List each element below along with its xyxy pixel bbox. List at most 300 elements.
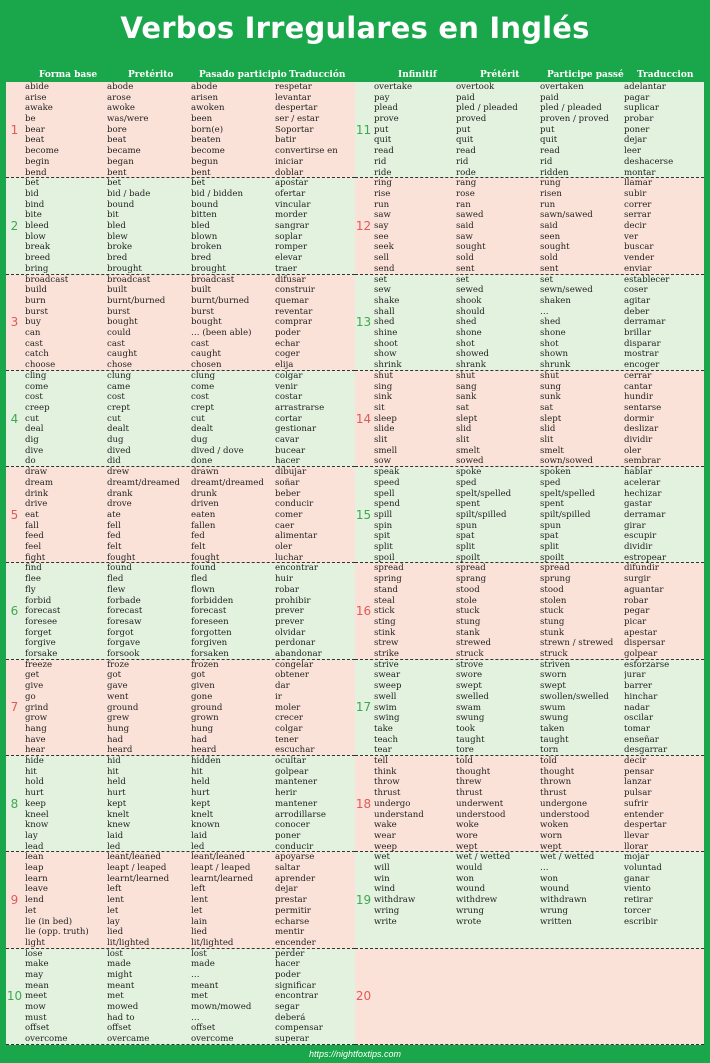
verb-translation: doblar xyxy=(275,167,304,178)
verb-row xyxy=(373,264,704,275)
verb-participle: swollen/swelled xyxy=(540,691,609,702)
verb-participle: come xyxy=(191,381,215,392)
verb-row xyxy=(373,895,704,906)
verb-participle: strewn / strewed xyxy=(540,638,614,649)
verb-translation: colgar xyxy=(275,723,303,734)
verb-participle: sewn/sewed xyxy=(540,285,593,296)
verb-translation: conducir xyxy=(275,841,314,852)
verb-row xyxy=(24,692,355,703)
verb-row xyxy=(373,146,704,157)
verb-past: froze xyxy=(107,659,130,670)
verb-translation: cortar xyxy=(275,413,302,424)
verb-translation: ocultar xyxy=(275,756,306,767)
verb-participle: … (been able) xyxy=(191,328,252,339)
verb-base: dream xyxy=(25,477,53,488)
verb-row xyxy=(24,799,355,810)
verb-base: cast xyxy=(25,338,43,349)
verb-row xyxy=(24,884,355,895)
verb-row xyxy=(373,521,704,532)
verb-participle: sung xyxy=(540,381,561,392)
verb-participle: smelt xyxy=(540,445,564,456)
verb-participle: drawn xyxy=(191,467,219,478)
verb-participle: abode xyxy=(191,82,218,92)
verb-translation: aguantar xyxy=(624,584,664,595)
verb-participle: bred xyxy=(191,253,212,264)
verb-translation: tener xyxy=(275,734,299,745)
verb-base: burn xyxy=(25,295,46,306)
verb-base: be xyxy=(25,114,36,125)
group-number: 6 xyxy=(10,604,19,619)
verb-translation: retirar xyxy=(624,895,653,906)
verb-participle: sunk xyxy=(540,392,561,403)
verb-translation: leer xyxy=(624,146,642,157)
verb-past: lost xyxy=(107,948,123,959)
verb-translation: jurar xyxy=(624,670,646,681)
verb-participle: spoken xyxy=(540,467,571,478)
group-number: 8 xyxy=(10,796,19,811)
verb-base: can xyxy=(25,328,41,339)
footer-url[interactable]: https://nightfoxtips.com xyxy=(308,1049,402,1059)
verb-row xyxy=(373,510,704,521)
verb-participle: cast xyxy=(191,338,209,349)
verb-participle: sought xyxy=(540,242,570,253)
verb-participle: left xyxy=(191,884,206,895)
verb-row xyxy=(373,745,704,756)
verb-past: tore xyxy=(456,745,474,756)
verb-row xyxy=(24,82,355,93)
verb-past: was/were xyxy=(107,114,149,125)
verb-past: ate xyxy=(107,509,121,520)
verb-translation: apostar xyxy=(275,178,308,189)
verb-past: underwent xyxy=(456,798,504,809)
verb-translation: echarse xyxy=(275,916,310,927)
verb-participle: arisen xyxy=(191,92,219,103)
verb-base: make xyxy=(25,959,49,970)
verb-base: rid xyxy=(374,156,387,167)
group-rows xyxy=(373,371,704,467)
verb-participle: lain xyxy=(191,916,208,927)
verb-translation: subir xyxy=(624,188,647,199)
verb-group xyxy=(355,371,704,467)
verb-base: do xyxy=(25,456,36,467)
verb-translation: correr xyxy=(624,199,652,210)
verb-row xyxy=(373,221,704,232)
verb-base: will xyxy=(374,863,390,874)
verb-base: set xyxy=(374,274,387,285)
verb-base: stink xyxy=(374,627,396,638)
verb-past: swore xyxy=(456,670,483,681)
verb-translation: colgar xyxy=(275,370,303,381)
verb-row xyxy=(373,606,704,617)
verb-past: leapt / leaped xyxy=(107,863,167,874)
verb-base: give xyxy=(25,681,44,692)
verb-participle: fed xyxy=(191,531,205,542)
group-rows xyxy=(24,275,355,371)
verb-participle: risen xyxy=(540,188,562,199)
verb-translation: poder xyxy=(275,328,301,339)
verb-base: hurt xyxy=(25,788,44,799)
verb-base: wind xyxy=(374,884,396,895)
group-number: 14 xyxy=(355,411,372,426)
verb-translation: montar xyxy=(624,167,656,178)
verb-participle: shut xyxy=(540,370,559,381)
verb-translation: decir xyxy=(624,221,647,232)
verb-participle: known xyxy=(191,820,220,831)
verb-base: shrink xyxy=(374,360,402,371)
verb-past: sprang xyxy=(456,574,487,585)
verb-base: may xyxy=(25,970,44,981)
verb-row xyxy=(24,767,355,778)
verb-past: should xyxy=(456,306,485,317)
verb-group xyxy=(355,563,704,659)
verb-base: spell xyxy=(374,488,395,499)
verb-row xyxy=(373,596,704,607)
verb-translation: quemar xyxy=(275,295,309,306)
verb-base: burst xyxy=(25,306,49,317)
verb-row xyxy=(373,810,704,821)
verb-past: sold xyxy=(456,253,474,264)
verb-base: find xyxy=(25,563,42,574)
verb-translation: dormir xyxy=(624,413,654,424)
verb-row xyxy=(373,842,704,853)
verb-row xyxy=(373,125,704,136)
verb-participle: shown xyxy=(540,349,569,360)
verb-translation: enviar xyxy=(624,263,652,274)
verb-translation: ganar xyxy=(624,873,650,884)
verb-translation: saltar xyxy=(275,863,300,874)
verb-row xyxy=(24,649,355,660)
verb-base: drive xyxy=(25,499,48,510)
verb-participle: set xyxy=(540,274,553,285)
verb-participle: bound xyxy=(191,199,219,210)
verb-translation: sentarse xyxy=(624,402,662,413)
header-infinitive: Infinitif xyxy=(398,70,437,80)
verb-row xyxy=(373,563,704,574)
verb-participle: taken xyxy=(540,723,565,734)
verb-translation: nadar xyxy=(624,702,650,713)
verb-translation: picar xyxy=(624,616,647,627)
verb-translation: bucear xyxy=(275,445,306,456)
verb-participle: fallen xyxy=(191,520,216,531)
verb-participle: born(e) xyxy=(191,124,224,135)
verb-participle: slit xyxy=(540,435,554,446)
verb-past: drank xyxy=(107,488,133,499)
verb-past: quit xyxy=(456,135,474,146)
verb-row xyxy=(24,906,355,917)
verb-base: deal xyxy=(25,424,44,435)
verb-row xyxy=(373,713,704,724)
verb-translation: despertar xyxy=(624,820,667,831)
verb-base: bend xyxy=(25,167,47,178)
verb-row xyxy=(373,414,704,425)
verb-base: broadcast xyxy=(25,274,69,285)
verb-translation: serrar xyxy=(624,210,651,221)
verb-row xyxy=(24,242,355,253)
verb-participle: ridden xyxy=(540,167,569,178)
verb-group xyxy=(355,275,704,371)
verb-base: lean xyxy=(25,852,44,863)
verb-base: foresee xyxy=(25,616,58,627)
group-number: 10 xyxy=(6,989,23,1004)
verb-participle: ground xyxy=(191,702,223,713)
verb-translation: torcer xyxy=(624,905,651,916)
verb-row xyxy=(373,114,704,125)
verb-row xyxy=(24,670,355,681)
verb-row xyxy=(24,189,355,200)
verb-translation: derramar xyxy=(624,509,666,520)
verb-base: run xyxy=(374,199,390,210)
verb-participle: wet / wetted xyxy=(540,852,595,863)
verb-participle: sawn/sawed xyxy=(540,210,593,221)
verb-past: swung xyxy=(456,713,485,724)
verb-row xyxy=(373,703,704,714)
verb-participle: laid xyxy=(191,830,208,841)
verb-participle: dived / dove xyxy=(191,445,244,456)
verb-participle: shot xyxy=(540,338,559,349)
verb-past: had xyxy=(107,734,124,745)
verb-translation: conducir xyxy=(275,499,314,510)
verb-row xyxy=(24,489,355,500)
verb-participle: crept xyxy=(191,402,214,413)
verb-past: forgave xyxy=(107,638,141,649)
verb-base: catch xyxy=(25,349,49,360)
verb-translation: perder xyxy=(275,948,305,959)
verb-row xyxy=(373,253,704,264)
verb-past: fell xyxy=(107,520,121,531)
verb-row xyxy=(24,553,355,564)
verb-translation: dispersar xyxy=(624,638,665,649)
verb-participle: paid xyxy=(540,92,559,103)
verb-base: feel xyxy=(25,542,42,552)
verb-past: wrung xyxy=(456,905,485,916)
verb-base: sink xyxy=(374,392,392,403)
verb-row xyxy=(24,307,355,318)
verb-row xyxy=(373,649,704,660)
verb-past: ran xyxy=(456,199,471,210)
verb-row xyxy=(373,756,704,767)
verb-past: felt xyxy=(107,542,122,552)
verb-group xyxy=(355,660,704,756)
verb-past: shut xyxy=(456,370,475,381)
verb-base: cling xyxy=(25,370,47,381)
verb-translation: soñar xyxy=(275,477,300,488)
verb-past: said xyxy=(456,221,474,232)
verb-group xyxy=(6,467,355,563)
verb-base: quit xyxy=(374,135,392,146)
verb-row xyxy=(24,424,355,435)
verb-past: hid xyxy=(107,756,121,767)
verb-past: dug xyxy=(107,435,124,446)
verb-base: throw xyxy=(374,777,400,788)
verb-participle: rung xyxy=(540,178,561,189)
verb-translation: sufrir xyxy=(624,798,649,809)
verb-translation: pegar xyxy=(624,606,650,617)
verb-row xyxy=(24,842,355,853)
verb-past: bought xyxy=(107,317,138,328)
verb-row xyxy=(24,221,355,232)
verb-past: spent xyxy=(456,499,480,510)
verb-past: proved xyxy=(456,114,487,125)
group-number: 9 xyxy=(10,893,19,908)
verb-row xyxy=(373,296,704,307)
verb-row xyxy=(373,767,704,778)
verb-translation: barrer xyxy=(624,681,653,692)
verb-base: stick xyxy=(374,606,395,617)
verb-translation: probar xyxy=(624,114,654,125)
verb-past: forbade xyxy=(107,595,141,606)
verb-participle: given xyxy=(191,681,215,692)
verb-past: drew xyxy=(107,467,130,478)
verb-base: shall xyxy=(374,306,395,317)
verb-base: spill xyxy=(374,509,393,520)
header-translation: Traducción xyxy=(289,70,346,80)
verb-past: swelled xyxy=(456,691,489,702)
verb-past: held xyxy=(107,777,126,788)
verb-translation: girar xyxy=(624,520,646,531)
verb-row xyxy=(373,831,704,842)
verb-row xyxy=(373,660,704,671)
verb-past: spilt/spilled xyxy=(456,509,507,520)
verb-participle: spread xyxy=(540,563,570,574)
verb-past: sent xyxy=(456,263,475,274)
verb-participle: lent xyxy=(191,895,208,906)
verb-participle: sold xyxy=(540,253,558,264)
verb-base: lay xyxy=(25,830,38,841)
verb-base: light xyxy=(25,937,45,948)
verb-past: took xyxy=(456,723,476,734)
verb-translation: permitir xyxy=(275,905,311,916)
verb-base: swear xyxy=(374,670,401,681)
group-number: 18 xyxy=(355,796,372,811)
verb-past: set xyxy=(456,274,469,285)
verb-participle: drunk xyxy=(191,488,217,499)
verb-translation: poner xyxy=(624,124,650,135)
verb-past: sped xyxy=(456,477,477,488)
verb-row xyxy=(373,424,704,435)
verb-translation: venir xyxy=(275,381,298,392)
verb-translation: dividir xyxy=(624,542,653,552)
verb-row xyxy=(373,788,704,799)
verb-translation: moler xyxy=(275,702,301,713)
verb-translation: acelerar xyxy=(624,477,661,488)
verb-participle: flown xyxy=(191,584,215,595)
verb-participle: forgiven xyxy=(191,638,228,649)
verb-past: did xyxy=(107,456,121,467)
verb-row xyxy=(373,531,704,542)
verb-translation: escribir xyxy=(624,916,658,927)
verb-past: bound xyxy=(107,199,135,210)
verb-row xyxy=(24,446,355,457)
verb-row xyxy=(24,970,355,981)
verb-past: sought xyxy=(456,242,486,253)
verb-translation: comer xyxy=(275,509,303,520)
verb-group xyxy=(6,275,355,371)
verb-participle: got xyxy=(191,670,206,681)
verb-translation: prever xyxy=(275,606,304,617)
verb-past: let xyxy=(107,905,119,916)
verb-row xyxy=(24,360,355,371)
verb-translation: hablar xyxy=(624,467,653,478)
verb-participle: written xyxy=(540,916,572,927)
verb-past: went xyxy=(107,691,129,702)
verb-base: arise xyxy=(25,92,47,103)
verb-participle: been xyxy=(191,114,213,125)
verb-participle: cut xyxy=(191,413,205,424)
verb-row xyxy=(24,232,355,243)
verb-row xyxy=(24,382,355,393)
verb-participle: bent xyxy=(191,167,211,178)
verb-base: eat xyxy=(25,509,39,520)
verb-participle: bet xyxy=(191,178,206,189)
verb-row xyxy=(24,574,355,585)
verb-translation: arrodillarse xyxy=(275,809,326,820)
verb-row xyxy=(24,178,355,189)
verb-translation: buscar xyxy=(624,242,654,253)
verb-past: showed xyxy=(456,349,490,360)
verb-past: bit xyxy=(107,210,119,221)
verb-row xyxy=(373,917,704,928)
verb-translation: arrastrarse xyxy=(275,402,325,413)
verb-row xyxy=(24,125,355,136)
verb-translation: hundir xyxy=(624,392,653,403)
verb-base: hear xyxy=(25,745,45,756)
verb-base: slide xyxy=(374,424,395,435)
verb-translation: escuchar xyxy=(275,745,315,756)
verb-translation: ofertar xyxy=(275,188,306,199)
verb-base: swim xyxy=(374,702,397,713)
verb-past: came xyxy=(107,381,131,392)
verb-past: burnt/burned xyxy=(107,295,166,306)
verb-group xyxy=(6,178,355,274)
verb-participle: shone xyxy=(540,328,566,339)
verb-participle: seen xyxy=(540,231,561,242)
verb-past: heard xyxy=(107,745,133,756)
verb-base: speed xyxy=(374,477,400,488)
verb-base: tear xyxy=(374,745,392,756)
verb-base: cut xyxy=(25,413,39,424)
verb-row xyxy=(24,200,355,211)
verb-base: write xyxy=(374,916,397,927)
group-number: 17 xyxy=(355,700,372,715)
verb-base: slit xyxy=(374,435,388,446)
verb-row xyxy=(24,703,355,714)
verb-translation: tomar xyxy=(624,723,651,734)
verb-row xyxy=(24,959,355,970)
verb-row xyxy=(24,617,355,628)
verb-base: seek xyxy=(374,242,394,253)
verb-base: teach xyxy=(374,734,399,745)
verb-past: spat xyxy=(456,531,475,542)
verb-row xyxy=(24,585,355,596)
verb-past: bled xyxy=(107,221,126,232)
verb-past: lit/lighted xyxy=(107,937,150,948)
verb-row xyxy=(373,93,704,104)
group-number: 19 xyxy=(355,893,372,908)
verb-base: build xyxy=(25,285,48,296)
verb-participle: met xyxy=(191,991,208,1002)
verb-row xyxy=(24,521,355,532)
verb-base: smell xyxy=(374,445,398,456)
verb-row xyxy=(24,831,355,842)
verb-past: put xyxy=(456,124,471,135)
verb-past: threw xyxy=(456,777,482,788)
verb-row xyxy=(373,542,704,553)
verb-past: read xyxy=(456,146,476,157)
verb-participle: slid xyxy=(540,424,556,435)
verb-base: weep xyxy=(374,841,398,852)
verb-participle: leant/leaned xyxy=(191,852,245,863)
verb-translation: cerrar xyxy=(624,370,652,381)
